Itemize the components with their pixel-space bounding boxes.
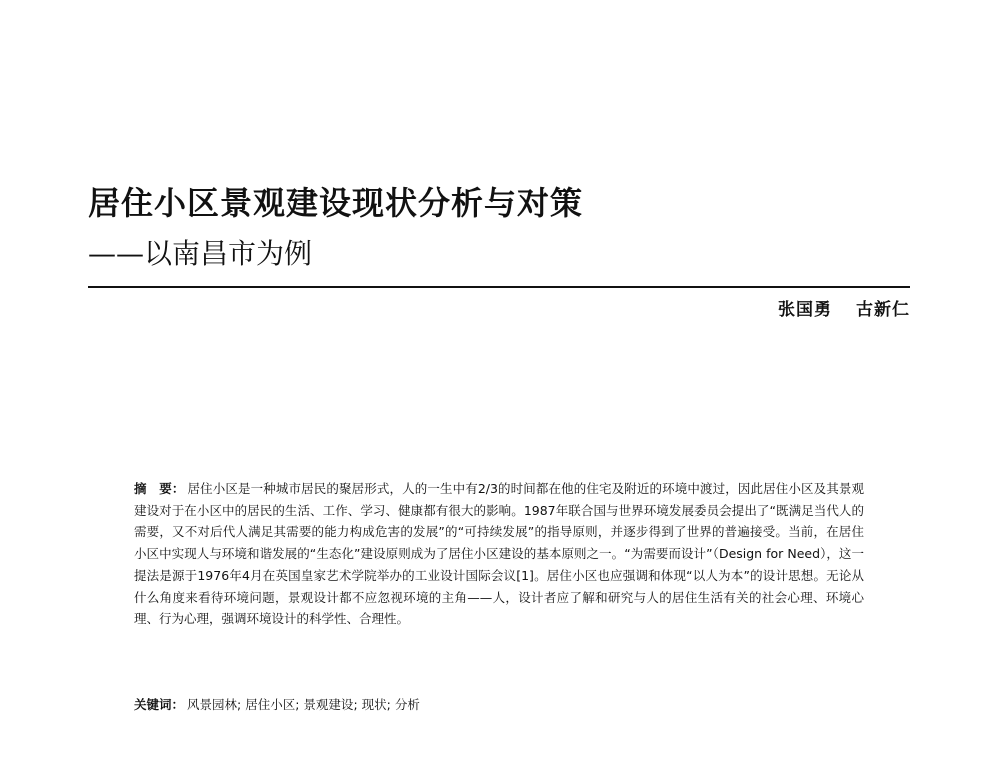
keyword: ; 景观建设: [295, 697, 353, 712]
paper-title: 居住小区景观建设现状分析与对策: [88, 184, 584, 222]
abstract: [134, 478, 864, 630]
keyword: ; 分析: [387, 697, 420, 712]
keyword: 风景园林: [187, 697, 238, 712]
keyword: ; 现状: [353, 697, 386, 712]
author-name: 张国勇: [778, 300, 832, 320]
abstract-text: 居住小区是一种城市居民的聚居形式，人的一生中有2/3的时间都在他的住宅及附近的环境中渡过，因此居住小区及其景观建设对于在小区中的居民的生活、工作、学习、健康都有很大的影响。1987年联合国与世界环境发展委员会提出了“既满足当代人的需要，又不对后代人满足其需要的能力构成危害的发展”的“可持续发展”的指导原则，并逐步得到了世界的普遍接受。当前，在居住小区中实现人与环境和谐发展的“生态化”建设原则成为了居住小区建设的基本原则之一。“为需要而设计”（Design for Need），这一提法是源于1976年4月在英国皇家艺术学院举办的工业设计国际会议[1]。居住小区也应强调和体现“以人为本”的设计思想。无论从什么角度来看待环境问题，景观设计都不应忽视环境的主角——人，设计者应了解和研究与人的居住生活有关的社会心理、环境心理、行为心理，强调环境设计的科学性、合理性。: [134, 481, 864, 627]
author-list: [778, 298, 910, 322]
paper-subtitle: ——以南昌市为例: [88, 237, 313, 270]
keyword: ; 居住小区: [237, 697, 295, 712]
title-divider: [88, 286, 910, 288]
abstract-label: 摘 要：: [134, 481, 185, 496]
author-name: 古新仁: [856, 300, 910, 320]
keywords-label: 关键词：: [134, 697, 185, 712]
keywords-line: [134, 694, 864, 715]
